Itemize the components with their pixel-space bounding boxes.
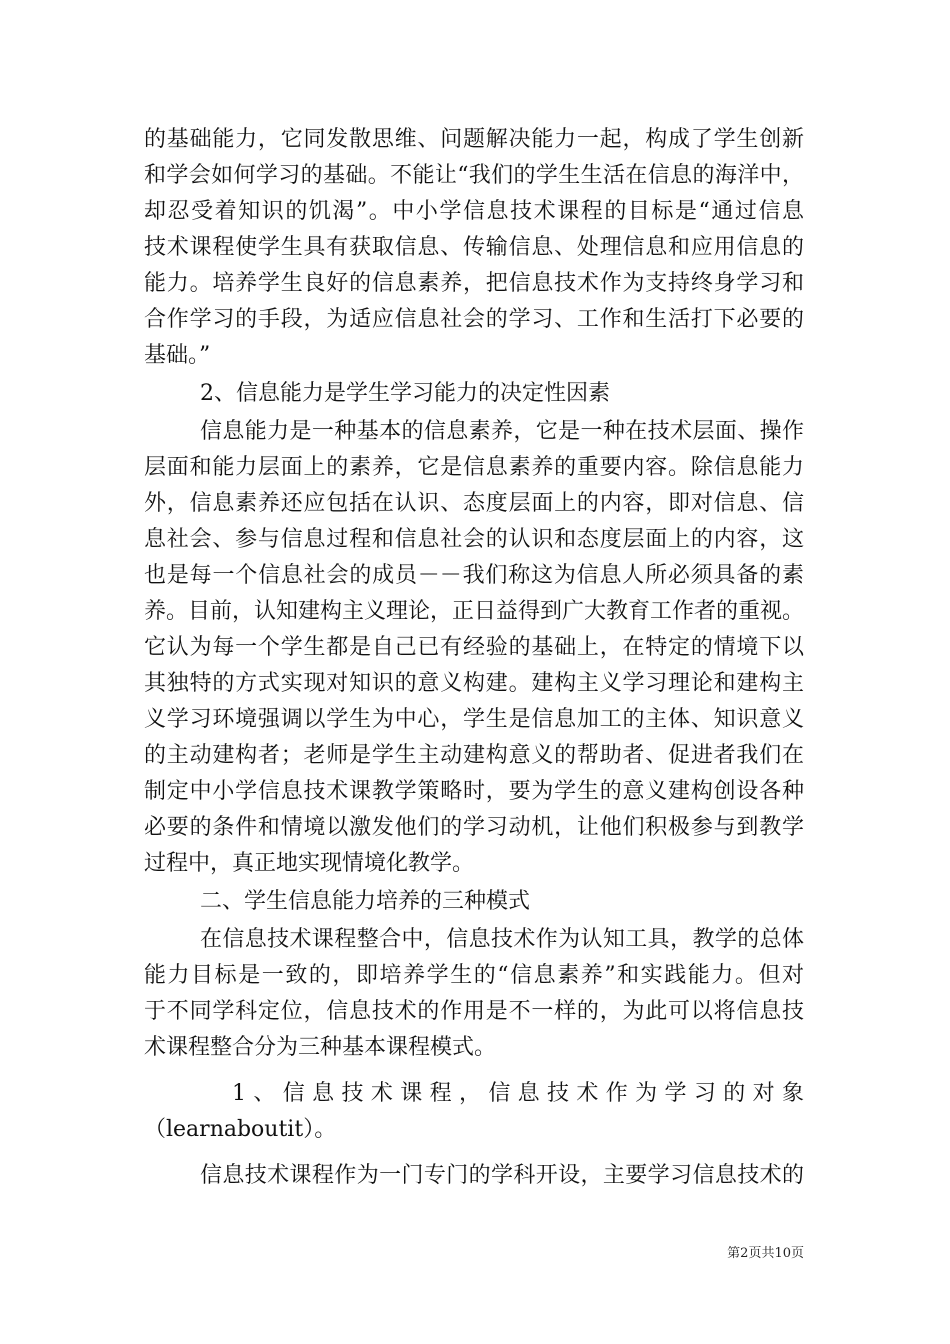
text-line: 它认为每一个学生都是自己已有经验的基础上，在特定的情境下以 (144, 635, 804, 660)
section-heading: 2、信息能力是学生学习能力的决定性因素 (200, 381, 610, 406)
text-line: 也是每一个信息社会的成员－－我们称这为信息人所必须具备的素 (144, 563, 804, 588)
text-line: 过程中，真正地实现情境化教学。 (144, 851, 475, 876)
text-line: 术课程整合分为三种基本课程模式。 (144, 1035, 497, 1060)
text-line: 息社会、参与信息过程和信息社会的认识和态度层面上的内容，这 (144, 527, 804, 552)
text-line: 于不同学科定位，信息技术的作用是不一样的，为此可以将信息技 (144, 999, 804, 1024)
text-line: 必要的条件和情境以激发他们的学习动机，让他们积极参与到教学 (144, 815, 804, 840)
text-line: 能力。培养学生良好的信息素养，把信息技术作为支持终身学习和 (144, 271, 804, 296)
text-line: 合作学习的手段，为适应信息社会的学习、工作和生活打下必要的 (144, 307, 804, 332)
page-footer: 第2页共10页 (727, 1246, 804, 1261)
text-line: （learnaboutit）。 (144, 1117, 337, 1142)
text-line: 在信息技术课程整合中，信息技术作为认知工具，教学的总体 (200, 927, 804, 952)
text-line: 信息技术课程作为一门专门的学科开设，主要学习信息技术的 (200, 1163, 804, 1188)
text-line: 养。目前，认知建构主义理论，正日益得到广大教育工作者的重视。 (144, 599, 805, 624)
text-line: 和学会如何学习的基础。不能让“我们的学生生活在信息的海洋中， (144, 163, 804, 188)
text-line: 其独特的方式实现对知识的意义构建。建构主义学习理论和建构主 (144, 671, 804, 696)
text-line: 基础。” (144, 343, 211, 368)
text-line: 信息能力是一种基本的信息素养，它是一种在技术层面、操作 (200, 419, 804, 444)
text-line: 的主动建构者；老师是学生主动建构意义的帮助者、促进者我们在 (144, 743, 804, 768)
text-line: 的基础能力，它同发散思维、问题解决能力一起，构成了学生创新 (144, 127, 804, 152)
text-line: 义学习环境强调以学生为中心，学生是信息加工的主体、知识意义 (144, 707, 804, 732)
section-heading: 二、学生信息能力培养的三种模式 (200, 889, 531, 914)
text-line: 制定中小学信息技术课教学策略时，要为学生的意义建构创设各种 (144, 779, 804, 804)
text-line: 却忍受着知识的饥渴”。中小学信息技术课程的目标是“通过信息 (144, 199, 804, 224)
text-line: 外，信息素养还应包括在认识、态度层面上的内容，即对信息、信 (144, 491, 804, 516)
text-line: 能力目标是一致的，即培养学生的“信息素养”和实践能力。但对 (144, 963, 804, 988)
text-line: 层面和能力层面上的素养，它是信息素养的重要内容。除信息能力 (144, 455, 804, 480)
text-line: 技术课程使学生具有获取信息、传输信息、处理信息和应用信息的 (144, 235, 804, 260)
section-heading: 1、信息技术课程，信息技术作为学习的对象 (232, 1081, 804, 1106)
